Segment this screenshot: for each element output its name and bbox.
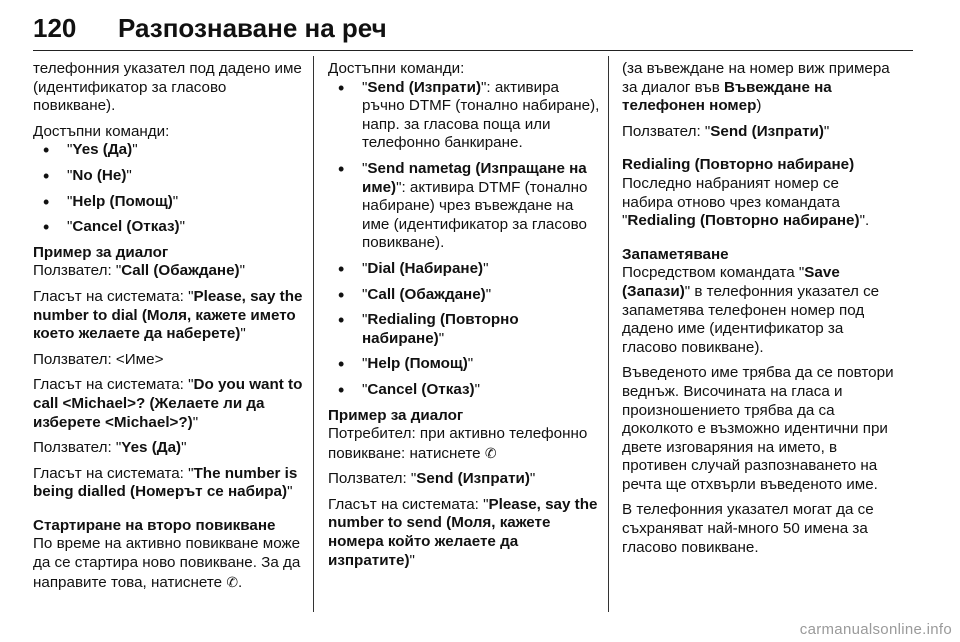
paragraph: По време на активно повикване може да се стартира ново повикване. За да направите това, натиснете ✆. (33, 535, 301, 591)
list-item: • "No (Не)" (33, 167, 305, 186)
section-heading: Пример за диалог (328, 406, 464, 424)
paragraph: Посредством командата "Save (Запази)" в телефонния указател се запаметява телефонен номер под дадено име (идентификатор за гласово повикване). (622, 264, 880, 356)
paragraph: Последно набраният номер се набира отново чрез командата "Redialing (Повторно набиране)". (622, 174, 870, 230)
dialog-line: Ползвател: "Yes (Да)" (33, 439, 187, 457)
column-divider-2 (608, 56, 609, 612)
dialog-line: Гласът на системата: "Please, say the number to send (Моля, кажете номера който желаете да изпратите)" (328, 495, 598, 569)
phone-icon: ✆ (484, 444, 497, 461)
command-list (33, 141, 305, 236)
header-rule (33, 50, 913, 51)
column-1 (33, 60, 305, 599)
list-item: • "Help (Помощ)" (33, 193, 305, 212)
dialog-line: Ползвател: <Име> (33, 350, 164, 368)
dialog-line: Гласът на системата: "Do you want to call <Michael>? (Желаете ли да изберете <Michael>?)" (33, 376, 303, 431)
list-item: • "Cancel (Отказ)" (33, 218, 305, 237)
watermark: carmanualsonline.info (799, 621, 952, 638)
list-item: • "Help (Помощ)" (328, 355, 600, 374)
list-item: • "Cancel (Отказ)" (328, 381, 600, 400)
list-item: • "Redialing (Повторно набиране)" (328, 311, 600, 348)
list-item: • "Yes (Да)" (33, 141, 305, 160)
paragraph: (за въвеждане на номер виж примера за диалог във Въвеждане на телефонен номер) (622, 60, 890, 115)
paragraph: Въведеното име трябва да се повтори веднъж. Височината на гласа и произношението трябва да са доколкото е възможно идентични при двете изговаряния на името, в противен случай разпознаването на речта ще отхвърли въведеното име. (622, 364, 894, 493)
paragraph: телефонния указател под дадено име (идентификатор за гласово повикване). (33, 60, 302, 115)
list-item: • "Dial (Набиране)" (328, 260, 600, 279)
section-heading: Redialing (Повторно набиране) (622, 156, 855, 174)
column-divider-1 (313, 56, 314, 612)
dialog-line: Гласът на системата: "Please, say the number to dial (Моля, кажете името което желаете да наберете)" (33, 287, 303, 343)
column-3 (622, 60, 894, 564)
command-list (328, 79, 600, 400)
commands-label: Достъпни команди: (33, 122, 170, 140)
dialog-line: Потребител: при активно телефонно повикване: натиснете ✆ (328, 425, 588, 462)
section-heading: Пример за диалог (33, 243, 169, 261)
section-heading: Стартиране на второ повикване (33, 516, 276, 534)
list-item: • "Call (Обаждане)" (328, 286, 600, 305)
page-number: 120 (33, 12, 77, 43)
dialog-line: Ползвател: "Send (Изпрати)" (328, 470, 536, 488)
column-2 (328, 60, 600, 577)
paragraph: В телефонния указател могат да се съхраняват най-много 50 имена за гласово повикване. (622, 501, 874, 556)
dialog-line: Гласът на системата: "The number is being dialled (Номерът се набира)" (33, 464, 298, 501)
list-item: • "Send nametag (Изпращане на име)": активира DTMF (тонално набиране) чрез въвеждане на име (идентификатор за гласово повикване). (328, 160, 600, 253)
section-heading: Запаметяване (622, 245, 729, 263)
commands-label: Достъпни команди: (328, 60, 465, 77)
page-title: Разпознаване на реч (118, 12, 387, 43)
phone-icon: ✆ (226, 573, 239, 590)
dialog-line: Ползвател: "Call (Обаждане)" (33, 262, 246, 280)
page-header (33, 6, 913, 50)
dialog-line: Ползвател: "Send (Изпрати)" (622, 122, 830, 140)
list-item: • "Send (Изпрати)": активира ръчно DTMF (тонално набиране), напр. за гласова поща или телефонно банкиране. (328, 79, 600, 153)
